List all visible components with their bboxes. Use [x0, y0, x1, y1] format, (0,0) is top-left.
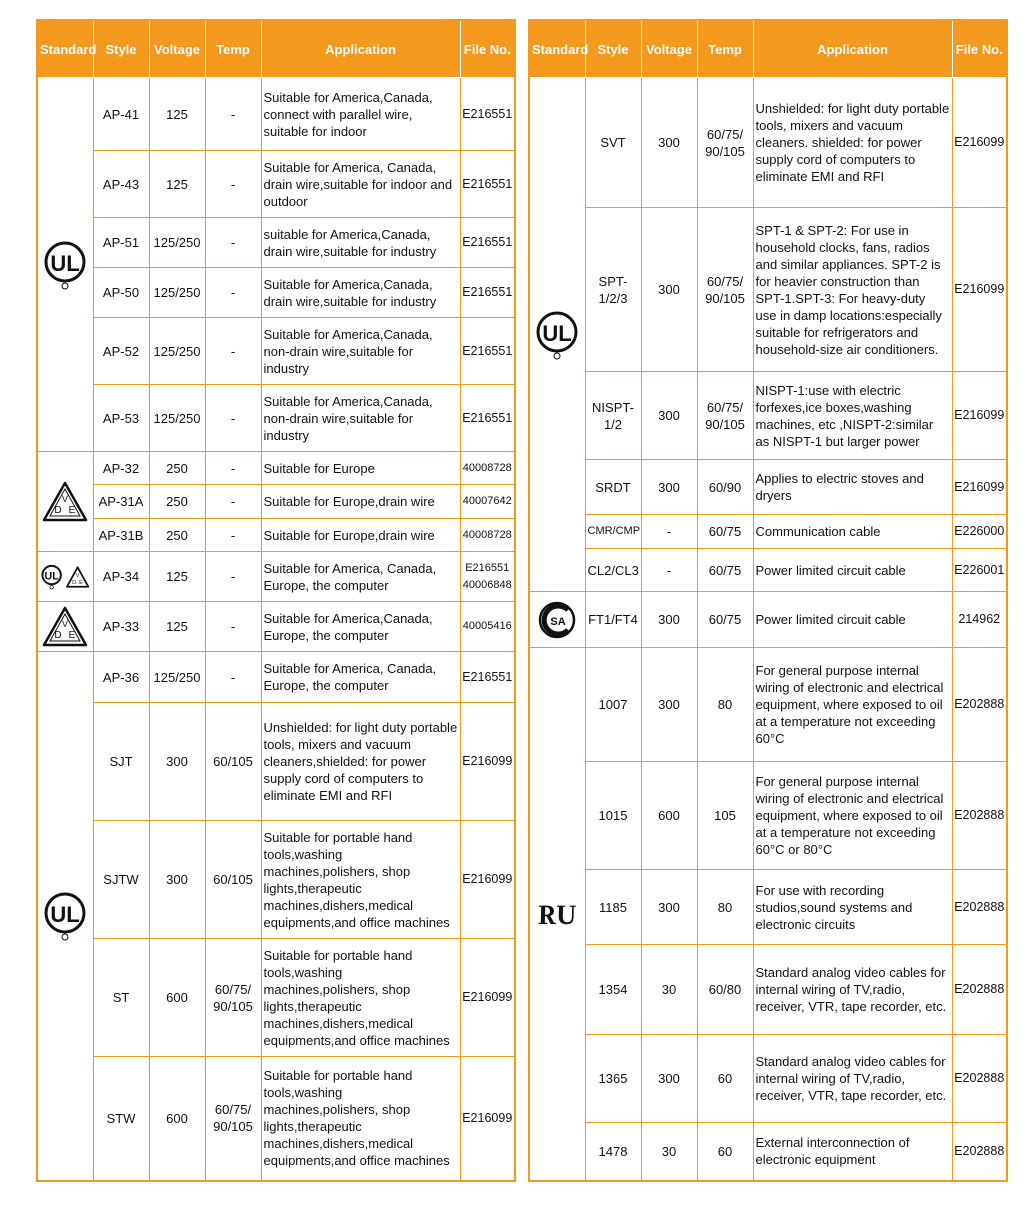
file-no-cell: E216551 [460, 385, 515, 452]
style-cell: SJTW [93, 821, 149, 939]
col-header-style: Style [585, 20, 641, 78]
voltage-cell: 125/250 [149, 318, 205, 385]
file-no-cell: 40008728 [460, 452, 515, 485]
table-row [37, 452, 515, 485]
temp-cell: - [205, 151, 261, 218]
file-no-cell: E202888 [952, 762, 1007, 870]
style-cell: 1354 [585, 945, 641, 1035]
temp-cell: 60/75/ 90/105 [697, 78, 753, 208]
file-no-cell: E202888 [952, 870, 1007, 945]
file-no-cell: E202888 [952, 1035, 1007, 1123]
temp-cell: - [205, 318, 261, 385]
temp-cell: 60/90 [697, 460, 753, 515]
col-header-file-no: File No. [460, 20, 515, 78]
table-row [37, 552, 515, 602]
temp-cell: - [205, 652, 261, 703]
table-row [37, 1057, 515, 1181]
style-cell: 1478 [585, 1123, 641, 1181]
vde-logo-icon [41, 480, 89, 524]
voltage-cell: 125/250 [149, 218, 205, 268]
col-header-voltage: Voltage [149, 20, 205, 78]
table-row [529, 592, 1007, 648]
table-row [37, 652, 515, 703]
temp-cell: - [205, 385, 261, 452]
style-cell: AP-31A [93, 485, 149, 519]
file-no-cell: E216551 [460, 151, 515, 218]
table-row [529, 945, 1007, 1035]
csa-logo-icon [537, 600, 577, 640]
left-header-row [37, 20, 515, 78]
svg-text:D: D [72, 579, 77, 586]
application-cell: Suitable for America, Canada, Europe, the computer [261, 652, 460, 703]
file-no-cell: E216099 [952, 460, 1007, 515]
application-cell: Suitable for America,Canada, Europe, the computer [261, 602, 460, 652]
standard-cell [37, 78, 93, 452]
vde-logo-icon [65, 565, 90, 589]
application-cell: External interconnection of electronic equipment [753, 1123, 952, 1181]
voltage-cell: 250 [149, 452, 205, 485]
standard-cell [37, 652, 93, 1181]
voltage-cell: 125/250 [149, 652, 205, 703]
file-no-cell: E216551 [460, 78, 515, 151]
style-cell: SRDT [585, 460, 641, 515]
application-cell: Suitable for Europe,drain wire [261, 519, 460, 552]
application-cell: Unshielded: for light duty portable tools, mixers and vacuum cleaners. shielded: for power supply cord of computers to eliminate EMI and RFI [753, 78, 952, 208]
file-no-cell: E216551 [460, 268, 515, 318]
table-row [529, 762, 1007, 870]
style-cell: AP-51 [93, 218, 149, 268]
voltage-cell: 300 [641, 372, 697, 460]
ul-logo-icon [40, 564, 63, 590]
right-spec-table [528, 19, 1008, 1182]
application-cell: Power limited circuit cable [753, 549, 952, 592]
temp-cell: 80 [697, 870, 753, 945]
temp-cell: - [205, 552, 261, 602]
svg-text:D: D [54, 504, 62, 516]
right-header-row [529, 20, 1007, 78]
table-row [37, 218, 515, 268]
ul-logo-icon [535, 310, 579, 360]
temp-cell: - [205, 78, 261, 151]
temp-cell: - [205, 268, 261, 318]
voltage-cell: 300 [641, 460, 697, 515]
file-no-cell: 40007642 [460, 485, 515, 519]
voltage-cell: 300 [641, 648, 697, 762]
table-row [529, 372, 1007, 460]
table-row [37, 151, 515, 218]
svg-text:E: E [68, 629, 76, 641]
temp-cell: 60/80 [697, 945, 753, 1035]
file-no-cell: E226000 [952, 515, 1007, 549]
table-row [529, 515, 1007, 549]
svg-text:D: D [54, 629, 62, 641]
table-row [529, 460, 1007, 515]
voltage-cell: - [641, 549, 697, 592]
temp-cell: - [205, 519, 261, 552]
temp-cell: 60/75 [697, 592, 753, 648]
vde-logo-icon [41, 605, 89, 649]
col-header-standard: Standard [529, 20, 585, 78]
style-cell: AP-32 [93, 452, 149, 485]
style-cell: SJT [93, 703, 149, 821]
application-cell: For use with recording studios,sound systems and electronic circuits [753, 870, 952, 945]
table-row [529, 870, 1007, 945]
ul-logo-icon [43, 240, 87, 290]
table-row [37, 519, 515, 552]
file-no-cell: E202888 [952, 1123, 1007, 1181]
file-no-cell: E202888 [952, 648, 1007, 762]
file-no-cell: E216551 [460, 218, 515, 268]
svg-text:UL: UL [50, 250, 80, 276]
table-row [37, 821, 515, 939]
voltage-cell: 300 [641, 592, 697, 648]
temp-cell: 60/105 [205, 821, 261, 939]
file-no-cell: E216551 40006848 [460, 552, 515, 602]
svg-text:UL: UL [44, 569, 59, 582]
application-cell: Suitable for Europe,drain wire [261, 485, 460, 519]
left-spec-table [36, 19, 516, 1182]
voltage-cell: 125/250 [149, 268, 205, 318]
file-no-cell: E216099 [460, 1057, 515, 1181]
col-header-style: Style [93, 20, 149, 78]
application-cell: Suitable for America,Canada, connect with parallel wire, suitable for indoor [261, 78, 460, 151]
temp-cell: 60/75 [697, 549, 753, 592]
table-row [37, 939, 515, 1057]
temp-cell: 80 [697, 648, 753, 762]
file-no-cell: E216551 [460, 318, 515, 385]
ul-logo-icon [43, 891, 87, 941]
table-row [529, 648, 1007, 762]
voltage-cell: 300 [149, 821, 205, 939]
style-cell: ST [93, 939, 149, 1057]
application-cell: For general purpose internal wiring of electronic and electrical equipment, where exposed to oil at a temperature not exceeding 60°C or 80°C [753, 762, 952, 870]
temp-cell: - [205, 485, 261, 519]
style-cell: AP-31B [93, 519, 149, 552]
svg-text:UL: UL [50, 901, 80, 927]
style-cell: SVT [585, 78, 641, 208]
temp-cell: 60 [697, 1123, 753, 1181]
voltage-cell: - [641, 515, 697, 549]
application-cell: Power limited circuit cable [753, 592, 952, 648]
file-no-cell: 40008728 [460, 519, 515, 552]
application-cell: Communication cable [753, 515, 952, 549]
style-cell: AP-41 [93, 78, 149, 151]
table-row [37, 268, 515, 318]
application-cell: Suitable for America,Canada, drain wire,suitable for industry [261, 268, 460, 318]
voltage-cell: 125 [149, 151, 205, 218]
file-no-cell: E216099 [460, 821, 515, 939]
voltage-cell: 30 [641, 1123, 697, 1181]
application-cell: Suitable for America, Canada, drain wire,suitable for indoor and outdoor [261, 151, 460, 218]
style-cell: STW [93, 1057, 149, 1181]
application-cell: Suitable for portable hand tools,washing machines,polishers, shop lights,therapeutic machines,dishers,medical equipments,and office machines [261, 1057, 460, 1181]
file-no-cell: E216551 [460, 652, 515, 703]
temp-cell: 60/75/ 90/105 [205, 1057, 261, 1181]
application-cell: NISPT-1:use with electric forfexes,ice boxes,washing machines, etc ,NISPT-2:similar as NISPT-1 but larger power [753, 372, 952, 460]
voltage-cell: 250 [149, 485, 205, 519]
application-cell: Suitable for portable hand tools,washing machines,polishers, shop lights,therapeutic machines,dishers,medical equipments,and office machines [261, 939, 460, 1057]
voltage-cell: 300 [641, 870, 697, 945]
table-row [529, 1123, 1007, 1181]
voltage-cell: 125 [149, 602, 205, 652]
standard-cell [37, 552, 93, 602]
application-cell: Unshielded: for light duty portable tools, mixers and vacuum cleaners,shielded: for power supply cord of computers to eliminate EMI and RFI [261, 703, 460, 821]
col-header-application: Application [261, 20, 460, 78]
style-cell: AP-52 [93, 318, 149, 385]
style-cell: CMR/CMP [585, 515, 641, 549]
standard-cell [37, 452, 93, 552]
application-cell: Standard analog video cables for internal wiring of TV,radio, receiver, VTR, tape recorder, etc. [753, 1035, 952, 1123]
voltage-cell: 300 [149, 703, 205, 821]
svg-text:E: E [79, 579, 84, 586]
application-cell: Suitable for America,Canada, non-drain wire,suitable for industry [261, 318, 460, 385]
application-cell: Suitable for America, Canada, Europe, the computer [261, 552, 460, 602]
standard-cell [529, 78, 585, 592]
style-cell: AP-43 [93, 151, 149, 218]
voltage-cell: 250 [149, 519, 205, 552]
temp-cell: 105 [697, 762, 753, 870]
temp-cell: 60/75/ 90/105 [205, 939, 261, 1057]
style-cell: NISPT- 1/2 [585, 372, 641, 460]
style-cell: 1007 [585, 648, 641, 762]
table-row [37, 602, 515, 652]
voltage-cell: 300 [641, 208, 697, 372]
style-cell: AP-36 [93, 652, 149, 703]
table-row [529, 1035, 1007, 1123]
table-row [529, 208, 1007, 372]
svg-text:UL: UL [542, 320, 572, 346]
file-no-cell: E216099 [460, 703, 515, 821]
file-no-cell: E216099 [952, 208, 1007, 372]
style-cell: SPT- 1/2/3 [585, 208, 641, 372]
application-cell: Applies to electric stoves and dryers [753, 460, 952, 515]
file-no-cell: 40005416 [460, 602, 515, 652]
col-header-file-no: File No. [952, 20, 1007, 78]
svg-text:V: V [62, 618, 69, 629]
application-cell: suitable for America,Canada, drain wire,suitable for industry [261, 218, 460, 268]
ur-recognized-logo-icon [534, 897, 580, 931]
table-row [37, 78, 515, 151]
temp-cell: - [205, 602, 261, 652]
voltage-cell: 300 [641, 78, 697, 208]
col-header-voltage: Voltage [641, 20, 697, 78]
voltage-cell: 600 [149, 939, 205, 1057]
file-no-cell: E216099 [460, 939, 515, 1057]
table-row [37, 485, 515, 519]
voltage-cell: 300 [641, 1035, 697, 1123]
standard-cell [529, 648, 585, 1181]
temp-cell: - [205, 218, 261, 268]
voltage-cell: 125/250 [149, 385, 205, 452]
standard-cell [529, 592, 585, 648]
svg-text:SA: SA [550, 615, 566, 628]
temp-cell: 60 [697, 1035, 753, 1123]
svg-text:V: V [76, 572, 80, 579]
col-header-temp: Temp [205, 20, 261, 78]
application-cell: Suitable for portable hand tools,washing machines,polishers, shop lights,therapeutic machines,dishers,medical equipments,and office machines [261, 821, 460, 939]
svg-text:E: E [68, 504, 76, 516]
table-row [37, 318, 515, 385]
temp-cell: 60/75/ 90/105 [697, 372, 753, 460]
application-cell: SPT-1 & SPT-2: For use in household clocks, fans, radios and similar appliances. SPT-2 is for heavier construction than SPT-1.SPT-3: For heavy-duty use in damp locations:especially suitable for refrigerators and household-size air conditioners. [753, 208, 952, 372]
temp-cell: 60/75 [697, 515, 753, 549]
file-no-cell: E202888 [952, 945, 1007, 1035]
style-cell: 1015 [585, 762, 641, 870]
voltage-cell: 125 [149, 78, 205, 151]
temp-cell: 60/75/ 90/105 [697, 208, 753, 372]
style-cell: AP-34 [93, 552, 149, 602]
file-no-cell: E216099 [952, 78, 1007, 208]
temp-cell: - [205, 452, 261, 485]
table-row [529, 78, 1007, 208]
file-no-cell: E226001 [952, 549, 1007, 592]
col-header-temp: Temp [697, 20, 753, 78]
application-cell: Standard analog video cables for internal wiring of TV,radio, receiver, VTR, tape recorder, etc. [753, 945, 952, 1035]
file-no-cell: 214962 [952, 592, 1007, 648]
table-row [37, 703, 515, 821]
application-cell: Suitable for America,Canada, non-drain wire,suitable for industry [261, 385, 460, 452]
svg-text:RU: RU [535, 899, 579, 931]
table-row [37, 385, 515, 452]
style-cell: AP-50 [93, 268, 149, 318]
style-cell: CL2/CL3 [585, 549, 641, 592]
application-cell: For general purpose internal wiring of electronic and electrical equipment, where exposed to oil at a temperature not exceeding 60°C [753, 648, 952, 762]
svg-text:V: V [62, 493, 69, 504]
voltage-cell: 600 [149, 1057, 205, 1181]
standard-cell [37, 602, 93, 652]
voltage-cell: 30 [641, 945, 697, 1035]
col-header-standard: Standard [37, 20, 93, 78]
style-cell: AP-53 [93, 385, 149, 452]
style-cell: AP-33 [93, 602, 149, 652]
style-cell: 1365 [585, 1035, 641, 1123]
voltage-cell: 600 [641, 762, 697, 870]
file-no-cell: E216099 [952, 372, 1007, 460]
temp-cell: 60/105 [205, 703, 261, 821]
style-cell: FT1/FT4 [585, 592, 641, 648]
col-header-application: Application [753, 20, 952, 78]
table-row [529, 549, 1007, 592]
application-cell: Suitable for Europe [261, 452, 460, 485]
voltage-cell: 125 [149, 552, 205, 602]
style-cell: 1185 [585, 870, 641, 945]
